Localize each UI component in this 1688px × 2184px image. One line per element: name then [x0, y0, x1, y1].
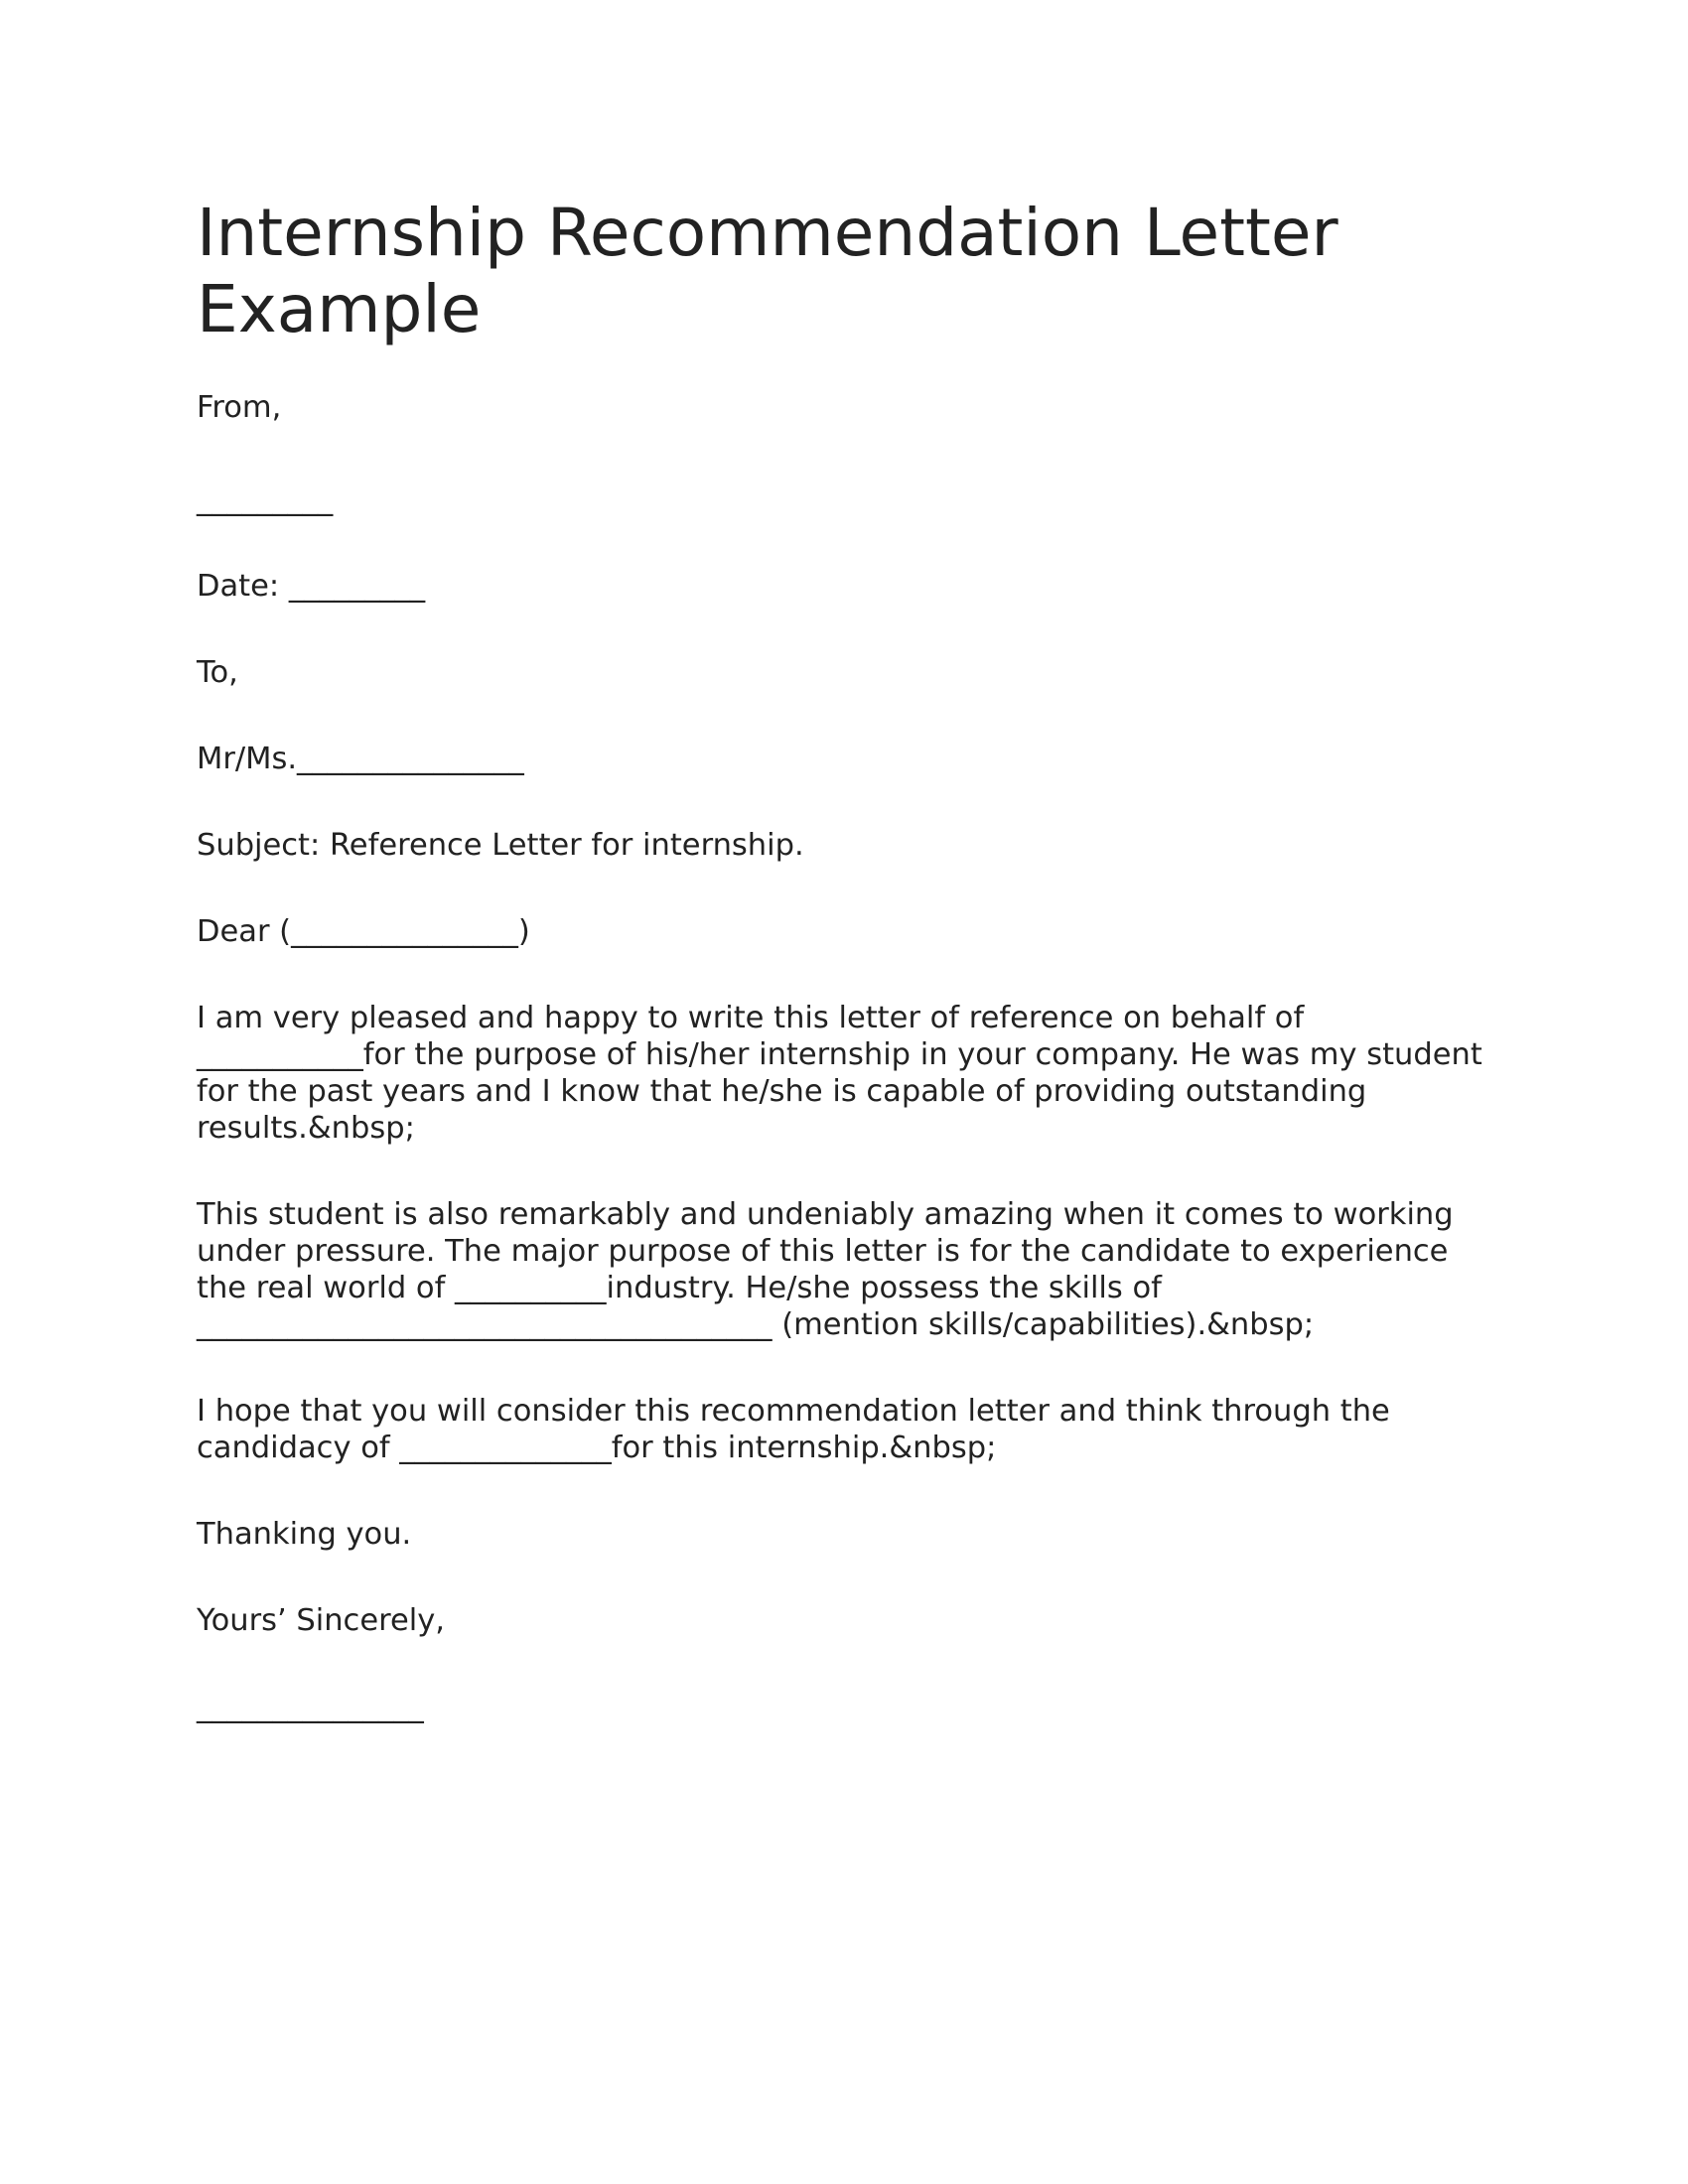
to-label: To,: [197, 655, 238, 690]
signature-blank: _______________: [197, 1690, 424, 1724]
date-line: Date: _________: [197, 569, 426, 604]
recipient-line: Mr/Ms._______________: [197, 742, 524, 776]
body-paragraph-3: I hope that you will consider this recommendation letter and think through the candidacy of ______________for this internship.&nbsp;: [197, 1394, 1400, 1465]
letter-page: [197, 195, 1492, 1775]
from-label: From,: [197, 390, 282, 425]
closing-thanks: Thanking you.: [197, 1517, 412, 1552]
body-paragraph-2: This student is also remarkably and undeniably amazing when it comes to working under pressure. The major purpose of this letter is for the candidate to experience the real world of __________industry. He/she possess the skills of ______________________________________ (mention skills/capabilities).&nbsp;: [197, 1197, 1464, 1342]
body-paragraph-1: I am very pleased and happy to write this letter of reference on behalf of ___________for the purpose of his/her internship in your company. He was my student for the past years and I know that he/she is capable of providing outstanding results.&nbsp;: [197, 1001, 1492, 1146]
closing: Yours’ Sincerely,: [197, 1603, 445, 1638]
from-blank: _________: [197, 482, 334, 517]
subject-line: Subject: Reference Letter for internship.: [197, 828, 804, 863]
document-title: Internship Recommendation Letter Example: [197, 195, 1338, 347]
salutation: Dear (_______________): [197, 914, 530, 949]
